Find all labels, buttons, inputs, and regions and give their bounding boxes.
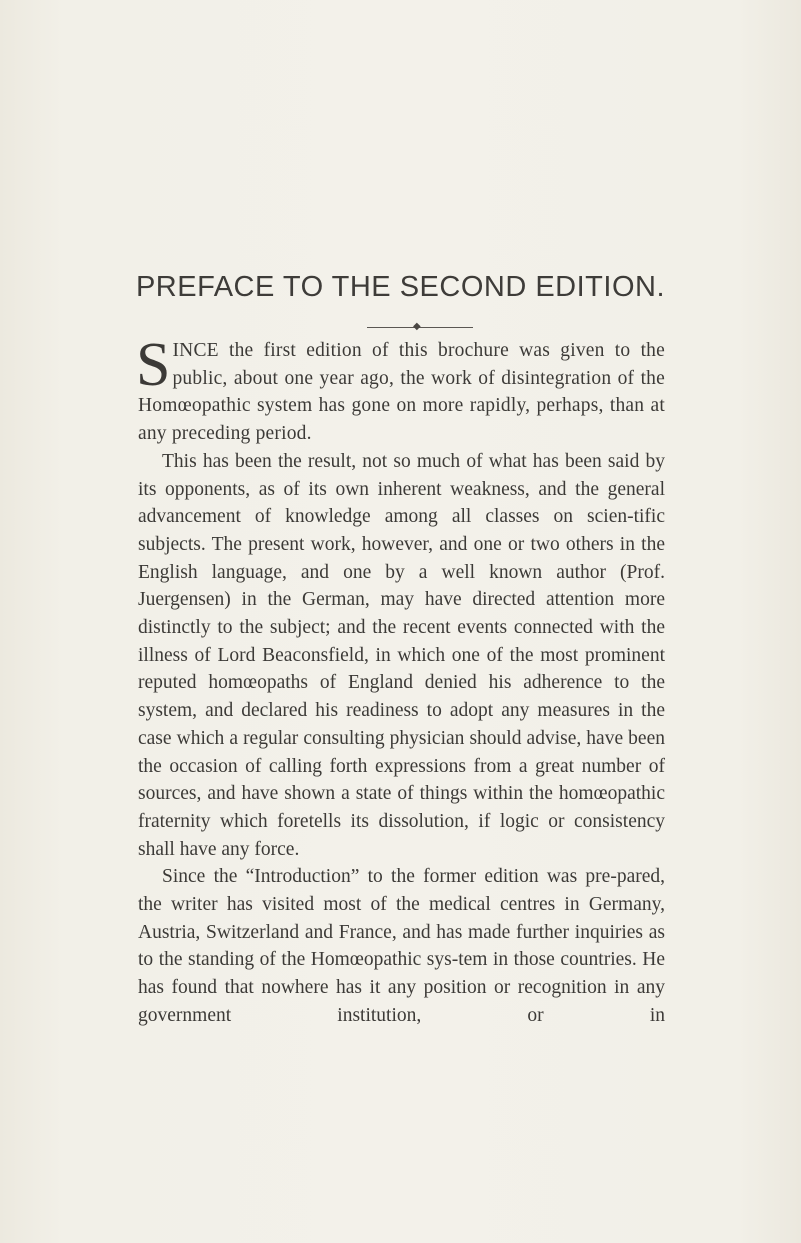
paragraph-3: Since the “Introduction” to the former edition was pre-pared, the writer has visited most of the medical centres in Germany, Austria, Switzerland and France, and has made further inquiries as to the standing of the Homœopathic sys-tem in those countries. He has found that nowhere has it any position or recognition in any government institution, or in	[138, 866, 665, 1026]
drop-cap: S	[136, 331, 171, 399]
paragraph-1	[136, 331, 665, 448]
body-text	[136, 331, 665, 1030]
paragraph-1-text: INCE the first edition of this brochure was given to the public, about one year ago, the work of disintegration of the Homœopathic system has gone on more rapidly, perhaps, than at any preceding period.	[138, 340, 665, 445]
page-heading: PREFACE TO THE SECOND EDITION.	[135, 271, 666, 303]
divider-ornament: ◆	[413, 321, 421, 332]
paragraph-2: This has been the result, not so much of what has been said by its opponents, as of its own inherent weakness, and the general advancement of knowledge among all classes on scien-tific subjects. The present work, however, and one or two others in the English language, and one by a well known author (Prof. Juergensen) in the German, may have directed attention more distinctly to the subject; and the recent events connected with the illness of Lord Beaconsfield, in which one of the most prominent reputed homœopaths of England denied his adherence to the system, and declared his readiness to adopt any measures in the case which a regular consulting physician should advise, have been the occasion of calling forth expressions from a great number of sources, and have shown a state of things within the homœopathic fraternity which foretells its dissolution, if logic or consistency shall have any force.	[138, 450, 665, 860]
